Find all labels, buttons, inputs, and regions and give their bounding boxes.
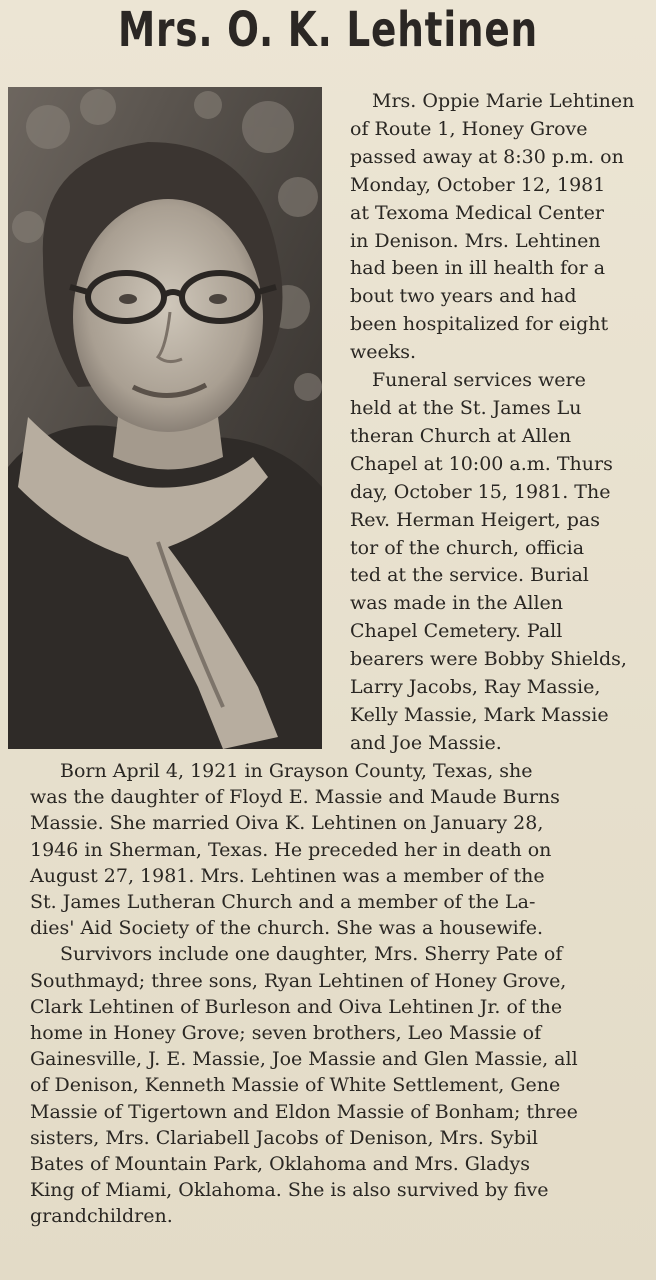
column-line: was made in the Allen [350,592,564,615]
body-line: Massie. She married Oiva K. Lehtinen on January 28, [30,812,544,835]
column-line: in Denison. Mrs. Lehtinen [350,229,601,252]
column-line: ted at the service. Burial [350,564,589,587]
column-line: and Joe Massie. [350,731,502,754]
body-line: sisters, Mrs. Clariabell Jacobs of Denison, Mrs. Sybil [30,1126,538,1149]
column-line: had been in ill health for a [350,257,606,280]
body-line: Born April 4, 1921 in Grayson County, Texas, she [60,760,533,782]
body-line: St. James Lutheran Church and a member of the La- [30,891,536,914]
column-line: Funeral services were [372,369,586,392]
column-line: bout two years and had [350,285,577,308]
column-line: Monday, October 12, 1981 [350,173,606,196]
column-line: Larry Jacobs, Ray Massie, [350,676,601,699]
body-line: Clark Lehtinen of Burleson and Oiva Lehtinen Jr. of the [30,995,563,1018]
body-line: King of Miami, Oklahoma. She is also survived by five [30,1179,549,1202]
body-line: Southmayd; three sons, Ryan Lehtinen of Honey Grove, [30,969,567,992]
column-line: Mrs. Oppie Marie Lehtinen [372,90,635,112]
column-line: Rev. Herman Heigert, pas [350,508,600,531]
obituary-headline: Mrs. O. K. Lehtinen [118,2,538,58]
body-line: of Denison, Kenneth Massie of White Settlement, Gene [30,1074,561,1097]
body-line: 1946 in Sherman, Texas. He preceded her in death on [30,838,552,861]
body-text [30,758,656,1230]
body-line: August 27, 1981. Mrs. Lehtinen was a member of the [30,864,545,887]
column-line: day, October 15, 1981. The [350,480,611,503]
column-line: held at the St. James Lu [350,396,582,419]
column-line: of Route 1, Honey Grove [350,117,588,140]
body-line: Massie of Tigertown and Eldon Massie of Bonham; three [30,1100,578,1123]
body-line: grandchildren. [30,1205,173,1228]
column-line: at Texoma Medical Center [350,201,604,224]
portrait-photo [8,87,322,749]
body-line: home in Honey Grove; seven brothers, Leo Massie of [30,1022,542,1045]
portrait-photo-illustration [8,87,322,749]
column-line: Chapel Cemetery. Pall [350,620,563,643]
column-line: Chapel at 10:00 a.m. Thurs [350,452,613,475]
column-line: Kelly Massie, Mark Massie [350,703,609,726]
column-line: theran Church at Allen [350,424,572,447]
column-line: bearers were Bobby Shields, [350,648,627,671]
column-line: been hospitalized for eight [350,313,609,336]
column-text [350,88,656,758]
column-line: weeks. [350,341,417,364]
column-line: passed away at 8:30 p.m. on [350,145,624,168]
body-line: Gainesville, J. E. Massie, Joe Massie and Glen Massie, all [30,1048,578,1071]
body-line: dies' Aid Society of the church. She was a housewife. [30,917,543,940]
column-line: tor of the church, officia [350,536,585,559]
body-line: Bates of Mountain Park, Oklahoma and Mrs. Gladys [30,1153,531,1176]
body-line: Survivors include one daughter, Mrs. Sherry Pate of [60,943,563,966]
body-line: was the daughter of Floyd E. Massie and Maude Burns [30,786,560,809]
